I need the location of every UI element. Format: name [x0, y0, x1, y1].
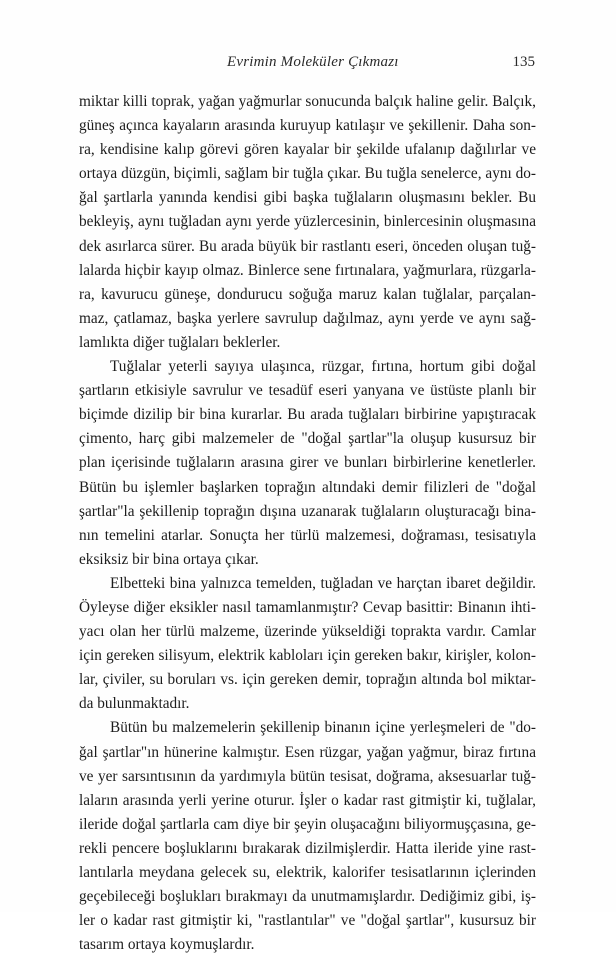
text-line: tasarım ortaya koymuşlardır. [79, 936, 255, 954]
text-line: eksiksiz bir bina ortaya çıkar. [79, 550, 259, 568]
text-line: güneş açınca kayaların arasında kuruyup katılaşır ve şekillenir. Daha son- [79, 117, 536, 135]
text-line: çimento, harç gibi malzemeler de "doğal şartlar"la oluşup kusursuz bir [79, 430, 536, 448]
text-line: Tuğlalar yeterli sayıya ulaşınca, rüzgar, fırtına, hortum gibi doğal [110, 358, 536, 376]
running-header [0, 51, 616, 73]
paragraph [79, 572, 536, 717]
running-header-title: Evrimin Moleküler Çıkmazı [227, 54, 399, 70]
text-line: da bulunmaktadır. [79, 695, 190, 713]
text-line: Bütün bu işlemler başlarken toprağın altındaki demir filizleri de "doğal [79, 478, 536, 496]
text-line: dek asırlarca sürer. Bu arada büyük bir rastlantı eseri, önceden oluşan tuğ- [79, 237, 536, 255]
text-line: ler o kadar rast gitmiştir ki, "rastlantılar" ve "doğal şartlar", kusursuz bir [79, 912, 536, 930]
text-line: lalarda hiçbir kayıp olmaz. Binlerce sene fırtınalara, yağmurlara, rüzgarla- [79, 261, 536, 279]
text-line: lamlıkta diğer tuğlaları beklerler. [79, 333, 281, 351]
text-line: ğal şartlarla yanında kendisi gibi başka tuğlaların oluşmasını bekler. Bu [79, 189, 536, 207]
text-line: şartların etkisiyle savrulur ve tesadüf eseri yanyana ve üstüste planlı bir [79, 382, 536, 400]
paragraph [79, 716, 536, 957]
body-text [79, 90, 536, 957]
page-number: 135 [512, 54, 535, 70]
text-line: ğal şartlar"ın hünerine kalmıştır. Esen rüzgar, yağan yağmur, biraz fırtına [79, 743, 536, 761]
text-line: Elbetteki bina yalnızca temelden, tuğladan ve harçtan ibaret değildir. [110, 574, 536, 592]
paragraph [79, 355, 536, 572]
text-line: şartlar"la şekillenip toprağın dışına uzanarak tuğlaların oluşturacağı bina- [79, 502, 536, 520]
text-line: laların arasında yerli yerine oturur. İşler o kadar rast gitmiştir ki, tuğlalar, [79, 791, 536, 809]
text-line: miktar killi toprak, yağan yağmurlar sonucunda balçık haline gelir. Balçık, [79, 93, 536, 110]
text-line: plan içerisinde tuğlaların arasına girer ve bunları birbirlerine kenetlerler. [79, 454, 536, 472]
text-line: nın temelini atarlar. Sonuçta her türlü malzemesi, doğraması, tesisatıyla [79, 526, 536, 544]
text-line: lar, çiviler, su boruları vs. için gereken demir, toprağın altında bol miktar- [79, 671, 536, 689]
text-line: Öyleyse diğer eksikler nasıl tamamlanmıştır? Cevap basittir: Binanın ihti- [79, 598, 536, 616]
text-line: Bütün bu malzemelerin şekillenip binanın içine yerleşmeleri de "do- [110, 719, 536, 737]
text-line: biçimde dizilip bir bina kurarlar. Bu arada tuğlaları birbirine yapıştıracak [79, 406, 536, 424]
text-line: bekleyiş, aynı tuğladan aynı yerde yüzlercesinin, binlercesinin oluşmasına [79, 213, 536, 231]
text-line: ra, kendisine kalıp görevi gören kayalar bir şekilde ufalanıp dağılırlar ve [79, 141, 536, 159]
text-line: ra, kavurucu güneşe, dondurucu soğuğa maruz kalan tuğlalar, parçalan- [79, 285, 536, 303]
paragraph [79, 90, 536, 355]
text-line: ortaya düzgün, biçimli, sağlam bir tuğla çıkar. Bu tuğla senelerce, aynı do- [79, 165, 536, 183]
text-line: ileride doğal şartlarla cam diye bir şeyin oluşacağını biliyormuşçasına, ge- [79, 815, 536, 833]
text-line: geçebileceği boşlukları bırakmayı da unutmamışlardır. Dediğimiz gibi, iş- [79, 888, 536, 906]
text-line: yacı olan her türlü malzeme, üzerinde yükseldiği toprakta vardır. Camlar [79, 623, 536, 641]
text-line: için gereken silisyum, elektrik kabloları için gereken bakır, kirişler, kolon- [79, 647, 536, 665]
text-line: lantılarla meydana gelecek su, elektrik, kalorifer tesisatlarının içlerinden [79, 864, 536, 881]
text-line: rekli pencere boşluklarını bırakarak dizilmişlerdir. Hatta ileride yine rast- [79, 839, 536, 857]
text-line: maz, çatlamaz, başka yerlere savrulup dağılmaz, aynı yerde ve aynı sağ- [79, 309, 536, 327]
text-line: ve yer sarsıntısının da yardımıyla bütün tesisat, doğrama, aksesuarlar tuğ- [79, 767, 536, 785]
